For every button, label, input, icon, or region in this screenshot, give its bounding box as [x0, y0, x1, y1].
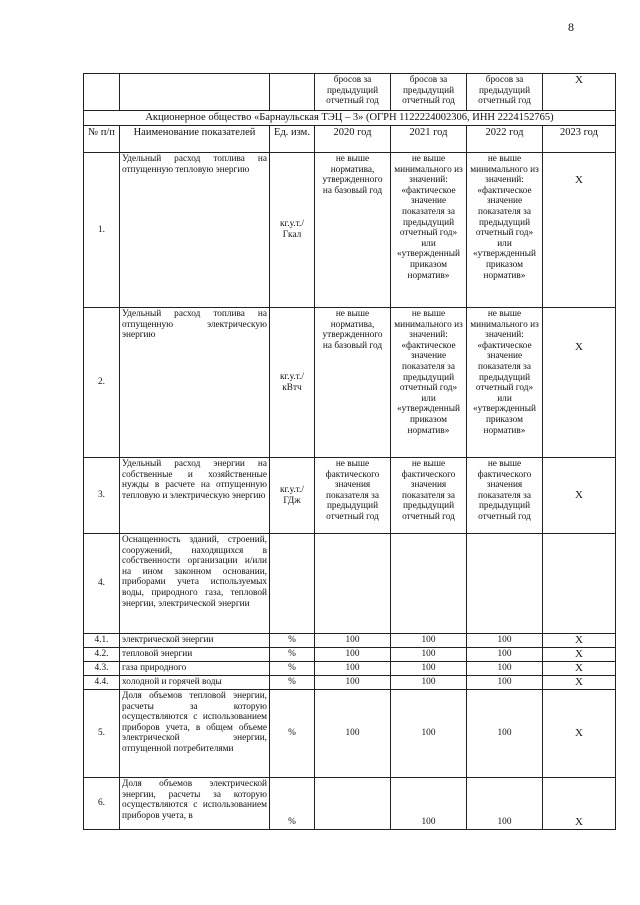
row-number: 2. — [84, 308, 120, 458]
table-cell — [120, 74, 270, 111]
unit-cell: кг.у.т./ Гкал — [270, 153, 315, 308]
indicator-name: Доля объемов электрической энергии, расчеты за которую осуществляются с использованием приборов учета, в — [120, 778, 270, 830]
value-2021: 100 — [391, 662, 467, 676]
table-row — [84, 74, 616, 111]
indicator-name: тепловой энергии — [120, 648, 270, 662]
table-cell — [84, 74, 120, 111]
value-2021: 100 — [391, 690, 467, 778]
row-number: 4.4. — [84, 676, 120, 690]
value-2020: не выше фактического значения показателя за предыдущий отчетный год — [315, 458, 391, 534]
value-2020: 100 — [315, 690, 391, 778]
value-2022: не выше минимального из значений: «фактическое значение показателя за предыдущий отчетный год» или «утвержденный приказом норматив» — [467, 308, 543, 458]
row-number: 4.1. — [84, 634, 120, 648]
unit-cell — [270, 534, 315, 634]
value-2022: 100 — [467, 778, 543, 830]
table-cell — [270, 74, 315, 111]
value-2021: 100 — [391, 778, 467, 830]
table-row — [84, 458, 616, 534]
value-2023: X — [543, 676, 616, 690]
page-number: 8 — [568, 20, 574, 34]
row-number: 5. — [84, 690, 120, 778]
organization-title: Акционерное общество «Барнаульская ТЭЦ – 3» (ОГРН 1122224002306, ИНН 2224152765) — [84, 111, 616, 126]
indicator-name: Доля объемов тепловой энергии, расчеты за которую осуществляются с использованием приборов учета, в общем объеме электрической энергии, отпущенной потребителями — [120, 690, 270, 778]
row-number: 3. — [84, 458, 120, 534]
indicators-table — [83, 73, 616, 830]
row-number: 6. — [84, 778, 120, 830]
header-2023: 2023 год — [543, 126, 616, 153]
table-row — [84, 153, 616, 308]
value-2022: не выше минимального из значений: «фактическое значение показателя за предыдущий отчетный год» или «утвержденный приказом норматив» — [467, 153, 543, 308]
value-2020: 100 — [315, 676, 391, 690]
header-unit: Ед. изм. — [270, 126, 315, 153]
indicator-name: электрической энергии — [120, 634, 270, 648]
value-2023: X — [543, 308, 616, 458]
unit-cell: % — [270, 676, 315, 690]
header-2021: 2021 год — [391, 126, 467, 153]
unit-cell: % — [270, 778, 315, 830]
unit-cell: % — [270, 648, 315, 662]
table-row — [84, 648, 616, 662]
row-number: 4. — [84, 534, 120, 634]
table-cell: бросов за предыдущий отчетный год — [467, 74, 543, 111]
table-row — [84, 534, 616, 634]
value-2022: не выше фактического значения показателя за предыдущий отчетный год — [467, 458, 543, 534]
value-2022: 100 — [467, 676, 543, 690]
value-2023: X — [543, 690, 616, 778]
value-2022: 100 — [467, 634, 543, 648]
row-number: 1. — [84, 153, 120, 308]
header-2020: 2020 год — [315, 126, 391, 153]
value-2023: X — [543, 662, 616, 676]
table-cell: бросов за предыдущий отчетный год — [391, 74, 467, 111]
row-number: 4.2. — [84, 648, 120, 662]
value-2021: не выше минимального из значений: «фактическое значение показателя за предыдущий отчетный год» или «утвержденный приказом норматив» — [391, 153, 467, 308]
table-row — [84, 634, 616, 648]
value-2023: X — [543, 778, 616, 830]
organization-row — [84, 111, 616, 126]
indicator-name: газа природного — [120, 662, 270, 676]
unit-cell: кг.у.т./ ГДж — [270, 458, 315, 534]
value-2023: X — [543, 648, 616, 662]
unit-cell: % — [270, 662, 315, 676]
header-num: № п/п — [84, 126, 120, 153]
indicator-name: Удельный расход топлива на отпущенную тепловую энергию — [120, 153, 270, 308]
value-2022: 100 — [467, 690, 543, 778]
value-2023 — [543, 534, 616, 634]
value-2022: 100 — [467, 648, 543, 662]
value-2021: не выше минимального из значений: «фактическое значение показателя за предыдущий отчетный год» или «утвержденный приказом норматив» — [391, 308, 467, 458]
unit-cell: кг.у.т./ кВтч — [270, 308, 315, 458]
value-2023: X — [543, 458, 616, 534]
value-2022: 100 — [467, 662, 543, 676]
table-row — [84, 778, 616, 830]
value-2020: не выше норматива, утвержденного на базовый год — [315, 153, 391, 308]
header-row — [84, 126, 616, 153]
value-2023: X — [543, 634, 616, 648]
value-2021: 100 — [391, 676, 467, 690]
value-2023: X — [543, 153, 616, 308]
value-2020: 100 — [315, 648, 391, 662]
row-number: 4.3. — [84, 662, 120, 676]
value-2021: не выше фактического значения показателя за предыдущий отчетный год — [391, 458, 467, 534]
table-row — [84, 308, 616, 458]
value-2020 — [315, 778, 391, 830]
value-2021 — [391, 534, 467, 634]
indicator-name: Оснащенность зданий, строений, сооружений, находящихся в собственности организации и/или на ином законном основании, приборами учета используемых воды, природного газа, тепловой энергии, электрической энергии — [120, 534, 270, 634]
table-row — [84, 662, 616, 676]
unit-cell: % — [270, 634, 315, 648]
header-2022: 2022 год — [467, 126, 543, 153]
value-2021: 100 — [391, 634, 467, 648]
value-2020 — [315, 534, 391, 634]
indicator-name: холодной и горячей воды — [120, 676, 270, 690]
table-row — [84, 690, 616, 778]
table-row — [84, 676, 616, 690]
table-cell: X — [543, 74, 616, 111]
value-2020: не выше норматива, утвержденного на базовый год — [315, 308, 391, 458]
value-2021: 100 — [391, 648, 467, 662]
indicator-name: Удельный расход энергии на собственные и хозяйственные нужды в расчете на отпущенную тепловую и электрическую энергию — [120, 458, 270, 534]
table-cell: бросов за предыдущий отчетный год — [315, 74, 391, 111]
header-name: Наименование показателей — [120, 126, 270, 153]
unit-cell: % — [270, 690, 315, 778]
value-2020: 100 — [315, 662, 391, 676]
indicator-name: Удельный расход топлива на отпущенную электрическую энергию — [120, 308, 270, 458]
value-2020: 100 — [315, 634, 391, 648]
value-2022 — [467, 534, 543, 634]
